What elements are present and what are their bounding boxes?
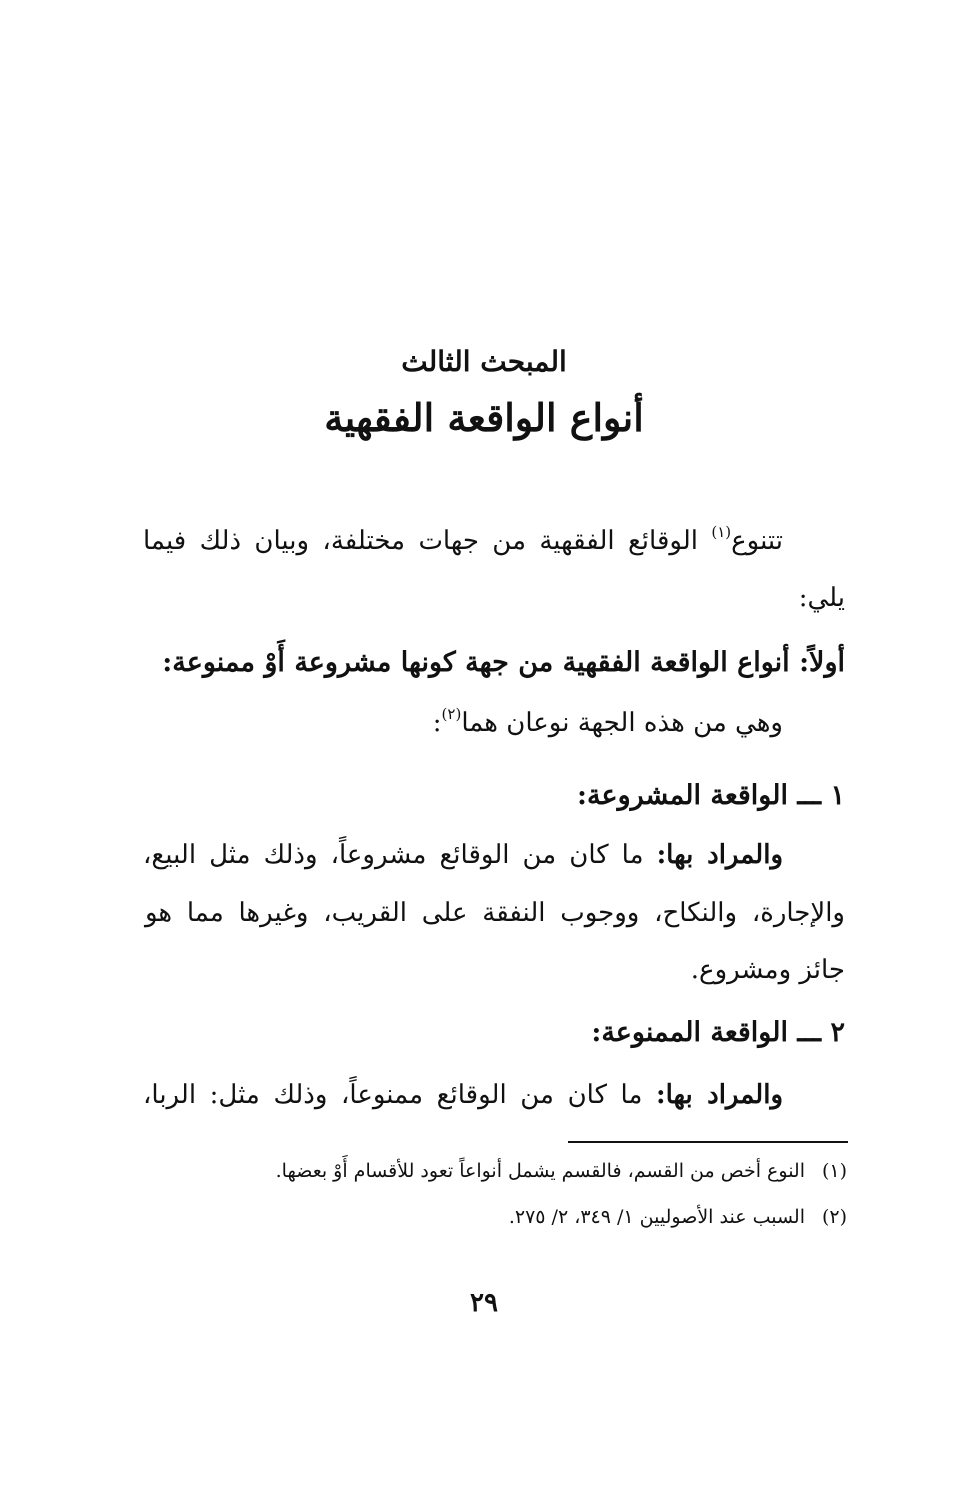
footnote-2 <box>509 1206 847 1228</box>
intro-line-1 <box>143 523 783 556</box>
section-subline-colon: : <box>432 708 442 738</box>
intro-text-start: تتنوع <box>731 526 783 556</box>
item-2-lead: والمراد بها: <box>656 1080 783 1110</box>
intro-line-2: يلي: <box>798 583 845 613</box>
item-2-text: ما كان من الوقائع ممنوعاً، وذلك مثل: الربا، <box>143 1080 656 1110</box>
footnote-ref-1[interactable]: (١) <box>711 523 732 541</box>
section-subline-text: وهي من هذه الجهة نوعان هما <box>461 708 783 738</box>
item-1-lead: والمراد بها: <box>656 840 783 870</box>
chapter-label: المبحث الثالث <box>401 345 567 378</box>
item-1-heading: ١ ـــ الواقعة المشروعة: <box>577 780 845 811</box>
footnote-1-text: النوع أخص من القسم، فالقسم يشمل أنواعاً تعود للأقسام أَوْ بعضها. <box>275 1160 805 1182</box>
item-1-line-2: والإجارة، والنكاح، ووجوب النفقة على القريب، وغيرها مما هو <box>145 898 845 928</box>
intro-text-rest: الوقائع الفقهية من جهات مختلفة، وبيان ذلك فيما <box>143 526 712 556</box>
footnote-ref-2[interactable]: (٢) <box>441 705 462 723</box>
item-1-line-3: جائز ومشروع. <box>690 955 845 985</box>
footnote-1 <box>276 1160 847 1182</box>
footnote-separator <box>568 1141 848 1143</box>
chapter-title: أنواع الواقعة الفقهية <box>324 395 644 440</box>
item-1-text: ما كان من الوقائع مشروعاً، وذلك مثل البيع، <box>143 840 657 870</box>
footnote-2-number: (٢) <box>821 1206 847 1228</box>
item-1-line-1 <box>143 840 783 870</box>
item-2-heading: ٢ ـــ الواقعة الممنوعة: <box>591 1017 845 1048</box>
footnote-1-number: (١) <box>821 1160 847 1182</box>
item-2-line-1 <box>143 1080 783 1110</box>
section-heading: أولاً: أنواع الواقعة الفقهية من جهة كونها مشروعة أَوْ ممنوعة: <box>162 647 845 678</box>
page-number: ٢٩ <box>470 1288 498 1318</box>
footnote-2-text: السبب عند الأصوليين ١/ ٣٤٩، ٢/ ٢٧٥. <box>508 1206 805 1228</box>
section-subline <box>433 705 783 738</box>
